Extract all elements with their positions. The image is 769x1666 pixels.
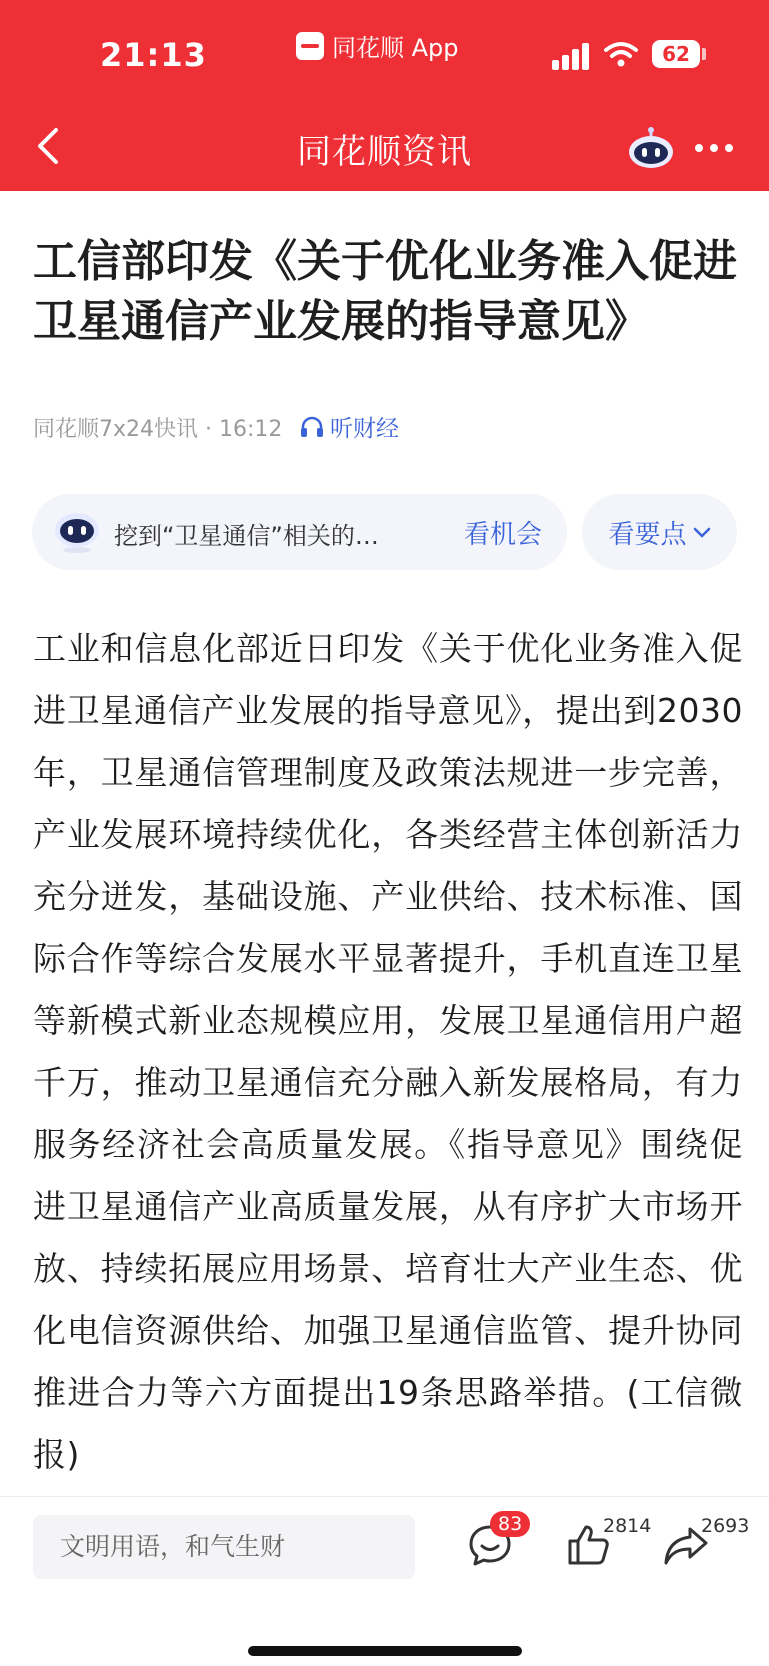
share-count: 2693 — [701, 1515, 750, 1537]
bottom-action-bar — [0, 1496, 769, 1666]
article-title: 工信部印发《关于优化业务准入促进卫星通信产业发展的指导意见》 — [33, 236, 737, 347]
comment-count-badge: 83 — [490, 1511, 530, 1537]
app-header — [0, 0, 769, 191]
listen-label: 听财经 — [330, 416, 399, 442]
home-indicator — [248, 1646, 522, 1656]
status-time: 21:13 — [100, 36, 207, 74]
view-opportunity-link[interactable]: 看机会 — [464, 520, 543, 550]
article-source-time: 同花顺7x24快讯 · 16:12 — [33, 417, 283, 442]
app-indicator — [296, 28, 459, 63]
key-points-label: 看要点 — [608, 519, 687, 550]
signal-icon — [552, 42, 592, 70]
listen-button[interactable] — [300, 410, 399, 443]
battery-level: 62 — [652, 40, 700, 68]
more-button[interactable] — [694, 140, 734, 156]
headphones-icon — [300, 416, 324, 438]
article-body: 工业和信息化部近日印发《关于优化业务准入促进卫星通信产业发展的指导意见》，提出到2030年，卫星通信管理制度及政策法规进一步完善，产业发展环境持续优化，各类经营主体创新活力充分迸发，基础设施、产业供给、技术标准、国际合作等综合发展水平显著提升，手机直连卫星等新模式新业态规模应用，发展卫星通信用户超千万，推动卫星通信充分融入新发展格局，有力服务经济社会高质量发展。《指导意见》围绕促进卫星通信产业高质量发展，从有序扩大市场开放、持续拓展应用场景、培育壮大产业生态、优化电信资源供给、加强卫星通信监管、提升协同推进合力等六方面提出19条思路举措。(工信微报) — [33, 629, 743, 1474]
app-name: 同花顺 App — [332, 34, 459, 62]
page-title: 同花顺资讯 — [297, 132, 472, 172]
battery-nub — [702, 48, 706, 60]
chevron-down-icon — [693, 526, 711, 538]
app-logo-icon — [296, 32, 324, 60]
like-count: 2814 — [603, 1515, 652, 1537]
robot-icon — [52, 508, 102, 554]
comment-input[interactable]: 文明用语，和气生财 — [33, 1515, 415, 1579]
robot-icon[interactable] — [626, 126, 676, 170]
key-points-button[interactable] — [582, 494, 737, 570]
ai-opportunity-bar[interactable] — [32, 494, 567, 570]
ai-hint-text: 挖到“卫星通信”相关的… — [114, 522, 379, 550]
wifi-icon — [604, 40, 638, 68]
